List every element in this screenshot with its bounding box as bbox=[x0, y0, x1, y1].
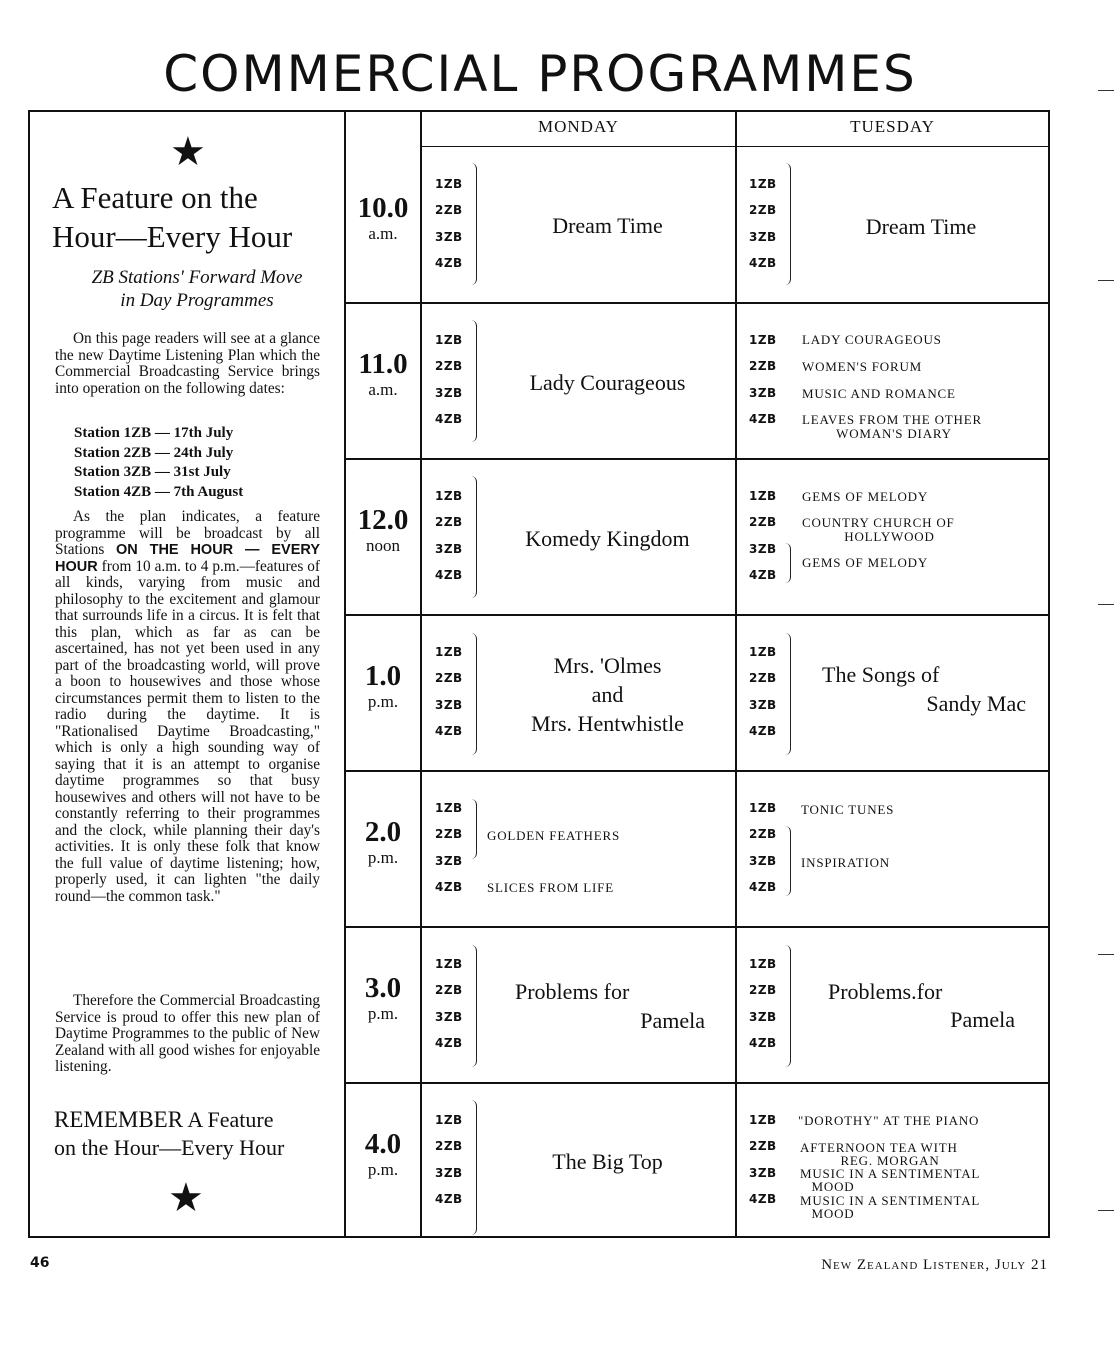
brace-mark bbox=[470, 633, 477, 755]
time-period: p.m. bbox=[367, 692, 399, 711]
time-cell bbox=[346, 661, 420, 713]
day-header-tuesday: TUESDAY bbox=[850, 117, 935, 136]
station-label: 4ZB bbox=[435, 412, 463, 426]
station-label: 4ZB bbox=[749, 568, 777, 582]
edge-mark bbox=[1098, 604, 1114, 605]
station-label: 3ZB bbox=[435, 1166, 463, 1180]
station-label: 3ZB bbox=[435, 542, 463, 556]
remember-line: on the Hour—Every Hour bbox=[54, 1135, 285, 1160]
station-label: 3ZB bbox=[749, 854, 777, 868]
station-label: 4ZB bbox=[749, 412, 777, 426]
station-label: 2ZB bbox=[435, 827, 463, 841]
page-title: COMMERCIAL PROGRAMMES bbox=[163, 45, 917, 103]
station-label: 3ZB bbox=[435, 386, 463, 400]
edge-mark bbox=[1098, 280, 1114, 281]
subtitle-line: ZB Stations' Forward Move bbox=[91, 267, 303, 288]
station-label: 4ZB bbox=[435, 1036, 463, 1050]
paragraph-emphasis: ON THE HOUR — EVERY HOUR bbox=[55, 542, 320, 575]
station-label: 1ZB bbox=[749, 1113, 777, 1127]
feature-heading-line: Hour—Every Hour bbox=[52, 219, 293, 254]
time-value: 10.0 bbox=[357, 192, 409, 224]
day-header-monday: MONDAY bbox=[538, 117, 619, 136]
grid-divider bbox=[346, 614, 1048, 616]
subtitle-line: in Day Programmes bbox=[120, 290, 274, 311]
brace-mark bbox=[470, 1100, 477, 1235]
station-label: 2ZB bbox=[749, 203, 777, 217]
grid-divider bbox=[346, 770, 1048, 772]
time-value: 3.0 bbox=[364, 972, 402, 1004]
page-number: 46 bbox=[30, 1255, 50, 1271]
remember-note bbox=[54, 1106, 344, 1162]
station-date-row bbox=[74, 483, 324, 503]
grid-divider bbox=[346, 1082, 1048, 1084]
time-cell bbox=[346, 505, 420, 557]
programme-item: MOOD bbox=[811, 1179, 855, 1194]
station-label: 3ZB bbox=[749, 1010, 777, 1024]
programme-item: MUSIC IN A SENTIMENTAL bbox=[800, 1193, 981, 1208]
time-period: p.m. bbox=[367, 1004, 399, 1023]
station-date: 24th July bbox=[173, 444, 234, 461]
time-period: noon bbox=[366, 536, 400, 555]
edge-mark bbox=[1098, 90, 1114, 91]
feature-subtitle bbox=[52, 266, 342, 312]
brace-mark bbox=[470, 163, 477, 285]
station-date-row bbox=[74, 463, 324, 483]
station-label: 2ZB bbox=[749, 1139, 777, 1153]
brace-mark bbox=[784, 543, 791, 583]
paragraph-text: On this page readers will see at a glance the new Daytime Listening Plan which the Commercial Broadcasting Service brings into operation on the following dates: bbox=[55, 330, 320, 397]
time-cell bbox=[346, 193, 420, 245]
programme-item: HOLLYWOOD bbox=[844, 529, 935, 544]
feature-heading-line: A Feature on the bbox=[52, 180, 258, 215]
station-date-row bbox=[74, 424, 324, 444]
time-value: 12.0 bbox=[357, 504, 409, 536]
station-label: 2ZB bbox=[749, 359, 777, 373]
grid-divider bbox=[346, 458, 1048, 460]
station-label: 3ZB bbox=[749, 386, 777, 400]
programme-item: WOMEN'S FORUM bbox=[802, 359, 923, 374]
brace-mark bbox=[470, 799, 477, 859]
paragraph-text: Therefore the Commercial Broadcasting Service is proud to offer this new plan of Daytime Programmes to the public of New Zealand with all good wishes for enjoyable listening. bbox=[55, 992, 320, 1075]
programme-title: Problems for bbox=[515, 979, 630, 1004]
station-label: 3ZB bbox=[435, 1010, 463, 1024]
station-label: 2ZB bbox=[435, 983, 463, 997]
programme-item: COUNTRY CHURCH OF bbox=[802, 515, 955, 530]
station-label: 1ZB bbox=[435, 645, 463, 659]
station-label: 1ZB bbox=[749, 801, 777, 815]
edge-mark bbox=[1098, 1210, 1114, 1211]
station-label: 2ZB bbox=[435, 359, 463, 373]
time-cell bbox=[346, 817, 420, 869]
programme-title: Dream Time bbox=[552, 213, 663, 238]
station-label: 2ZB bbox=[435, 203, 463, 217]
time-value: 4.0 bbox=[364, 1128, 402, 1160]
brace-mark bbox=[784, 945, 791, 1067]
programme-item: "DOROTHY" AT THE PIANO bbox=[798, 1113, 980, 1128]
station-label: 2ZB bbox=[435, 515, 463, 529]
programme-item: MUSIC IN A SENTIMENTAL bbox=[800, 1166, 981, 1181]
programme-item: GEMS OF MELODY bbox=[802, 555, 929, 570]
programme-item: SLICES FROM LIFE bbox=[487, 880, 614, 895]
station-label: 3ZB bbox=[749, 698, 777, 712]
station-label: 3ZB bbox=[749, 230, 777, 244]
programme-title: Komedy Kingdom bbox=[525, 526, 690, 551]
station-label: Station 1ZB — bbox=[74, 425, 170, 441]
edge-mark bbox=[1098, 954, 1114, 955]
star-icon: ★ bbox=[170, 129, 206, 175]
programme-title: Pamela bbox=[950, 1007, 1015, 1032]
station-label: 2ZB bbox=[435, 1139, 463, 1153]
station-label: 3ZB bbox=[435, 230, 463, 244]
station-date-row bbox=[74, 444, 324, 464]
programme-item: AFTERNOON TEA WITH bbox=[800, 1140, 958, 1155]
station-label: 3ZB bbox=[435, 854, 463, 868]
station-label: 1ZB bbox=[749, 957, 777, 971]
brace-mark bbox=[784, 163, 791, 285]
brace-mark bbox=[470, 945, 477, 1067]
station-label: 2ZB bbox=[749, 671, 777, 685]
station-label: 4ZB bbox=[749, 724, 777, 738]
plan-paragraph bbox=[55, 509, 320, 905]
station-label: Station 2ZB — bbox=[74, 444, 170, 461]
time-period: a.m. bbox=[368, 380, 398, 399]
brace-mark bbox=[784, 633, 791, 755]
time-value: 11.0 bbox=[358, 348, 408, 380]
programme-item: WOMAN'S DIARY bbox=[836, 426, 952, 441]
grid-divider bbox=[735, 110, 737, 1238]
paragraph-part: from 10 a.m. to 4 p.m.—features of all kinds, varying from music and philosophy to the excitement and glamour that surrounds life in a circus. It is felt that this plan, which as far as can be ascertained, has not yet been used in any part of the broadcasting world, will prove a boon to housewives and those whose circumstances permit them to listen to the radio during the daytime. It is "Rationalised Daytime Broadcasting," which is only a high sounding way of saying that it is an attempt to organise daytime programmes so that busy housewives and others will not have to be constantly referring to their programmes and the clock, while planning their day's activities. It is only these folk that know the full value of daytime listening; how, properly used, it can lighten "the daily round—the common task." bbox=[55, 557, 320, 905]
programme-item: LEAVES FROM THE OTHER bbox=[802, 412, 982, 427]
programme-title: The Big Top bbox=[552, 1149, 663, 1174]
brace-mark bbox=[470, 320, 477, 442]
grid-divider bbox=[420, 146, 1050, 147]
programme-item: TONIC TUNES bbox=[801, 802, 895, 817]
station-label: 4ZB bbox=[749, 1192, 777, 1206]
programme-title: Pamela bbox=[640, 1008, 705, 1033]
station-label: 4ZB bbox=[749, 256, 777, 270]
time-period: a.m. bbox=[368, 224, 398, 243]
station-dates-list bbox=[74, 424, 324, 503]
station-label: Station 4ZB — bbox=[74, 484, 170, 501]
paragraph-text bbox=[55, 509, 320, 905]
feature-heading bbox=[52, 178, 342, 256]
remember-text: A Feature bbox=[183, 1107, 274, 1132]
star-icon: ★ bbox=[168, 1175, 204, 1221]
station-label: Station 3ZB — bbox=[74, 464, 170, 481]
remember-line bbox=[54, 1106, 344, 1134]
grid-divider bbox=[346, 926, 1048, 928]
grid-divider bbox=[420, 110, 422, 1238]
station-label: 3ZB bbox=[435, 698, 463, 712]
station-label: 1ZB bbox=[435, 177, 463, 191]
station-date: 17th July bbox=[173, 425, 234, 441]
brace-mark bbox=[470, 476, 477, 598]
programme-item: GOLDEN FEATHERS bbox=[487, 828, 620, 843]
time-cell bbox=[346, 349, 420, 401]
intro-paragraph bbox=[55, 331, 320, 397]
time-cell bbox=[346, 1129, 420, 1181]
programme-title: Lady Courageous bbox=[529, 370, 686, 395]
paragraph-part: As the plan indicates, a feature programme will be broadcast by all Stations bbox=[55, 508, 320, 558]
publication-footer: New Zealand Listener, July 21 bbox=[821, 1257, 1048, 1273]
station-label: 2ZB bbox=[435, 671, 463, 685]
programme-title: Mrs. Hentwhistle bbox=[531, 711, 684, 736]
brace-mark bbox=[784, 826, 791, 896]
station-label: 3ZB bbox=[749, 1166, 777, 1180]
time-period: p.m. bbox=[367, 1160, 399, 1179]
programme-title: Sandy Mac bbox=[926, 691, 1026, 716]
station-label: 4ZB bbox=[435, 880, 463, 894]
station-label: 4ZB bbox=[749, 880, 777, 894]
station-label: 4ZB bbox=[435, 568, 463, 582]
programme-item: LADY COURAGEOUS bbox=[802, 332, 942, 347]
station-label: 1ZB bbox=[749, 177, 777, 191]
station-date: 31st July bbox=[173, 464, 231, 481]
station-label: 1ZB bbox=[749, 489, 777, 503]
programme-item: MUSIC AND ROMANCE bbox=[802, 386, 956, 401]
station-label: 1ZB bbox=[435, 333, 463, 347]
station-label: 1ZB bbox=[749, 645, 777, 659]
station-label: 3ZB bbox=[749, 542, 777, 556]
programme-title: and bbox=[591, 682, 624, 707]
station-label: 1ZB bbox=[435, 801, 463, 815]
programme-item: INSPIRATION bbox=[801, 855, 890, 870]
programme-item: GEMS OF MELODY bbox=[802, 489, 929, 504]
programme-title: Mrs. 'Olmes bbox=[553, 653, 662, 678]
time-value: 2.0 bbox=[364, 816, 402, 848]
station-label: 4ZB bbox=[749, 1036, 777, 1050]
programme-title: Dream Time bbox=[865, 214, 977, 239]
grid-divider bbox=[346, 302, 1048, 304]
programme-title: Problems.for bbox=[828, 979, 943, 1004]
station-label: 4ZB bbox=[435, 724, 463, 738]
closing-paragraph bbox=[55, 993, 320, 1076]
time-cell bbox=[346, 973, 420, 1025]
station-label: 4ZB bbox=[435, 1192, 463, 1206]
remember-word: REMEMBER bbox=[54, 1107, 184, 1132]
station-label: 1ZB bbox=[435, 489, 463, 503]
programme-title: The Songs of bbox=[822, 662, 940, 687]
station-label: 1ZB bbox=[435, 957, 463, 971]
station-date: 7th August bbox=[173, 484, 244, 501]
station-label: 2ZB bbox=[749, 827, 777, 841]
station-label: 2ZB bbox=[749, 983, 777, 997]
station-label: 1ZB bbox=[435, 1113, 463, 1127]
station-label: 1ZB bbox=[749, 333, 777, 347]
programme-item: MOOD bbox=[811, 1206, 855, 1221]
station-label: 2ZB bbox=[749, 515, 777, 529]
programme-item: REG. MORGAN bbox=[840, 1153, 940, 1168]
station-label: 4ZB bbox=[435, 256, 463, 270]
time-value: 1.0 bbox=[364, 660, 402, 692]
time-period: p.m. bbox=[367, 848, 399, 867]
